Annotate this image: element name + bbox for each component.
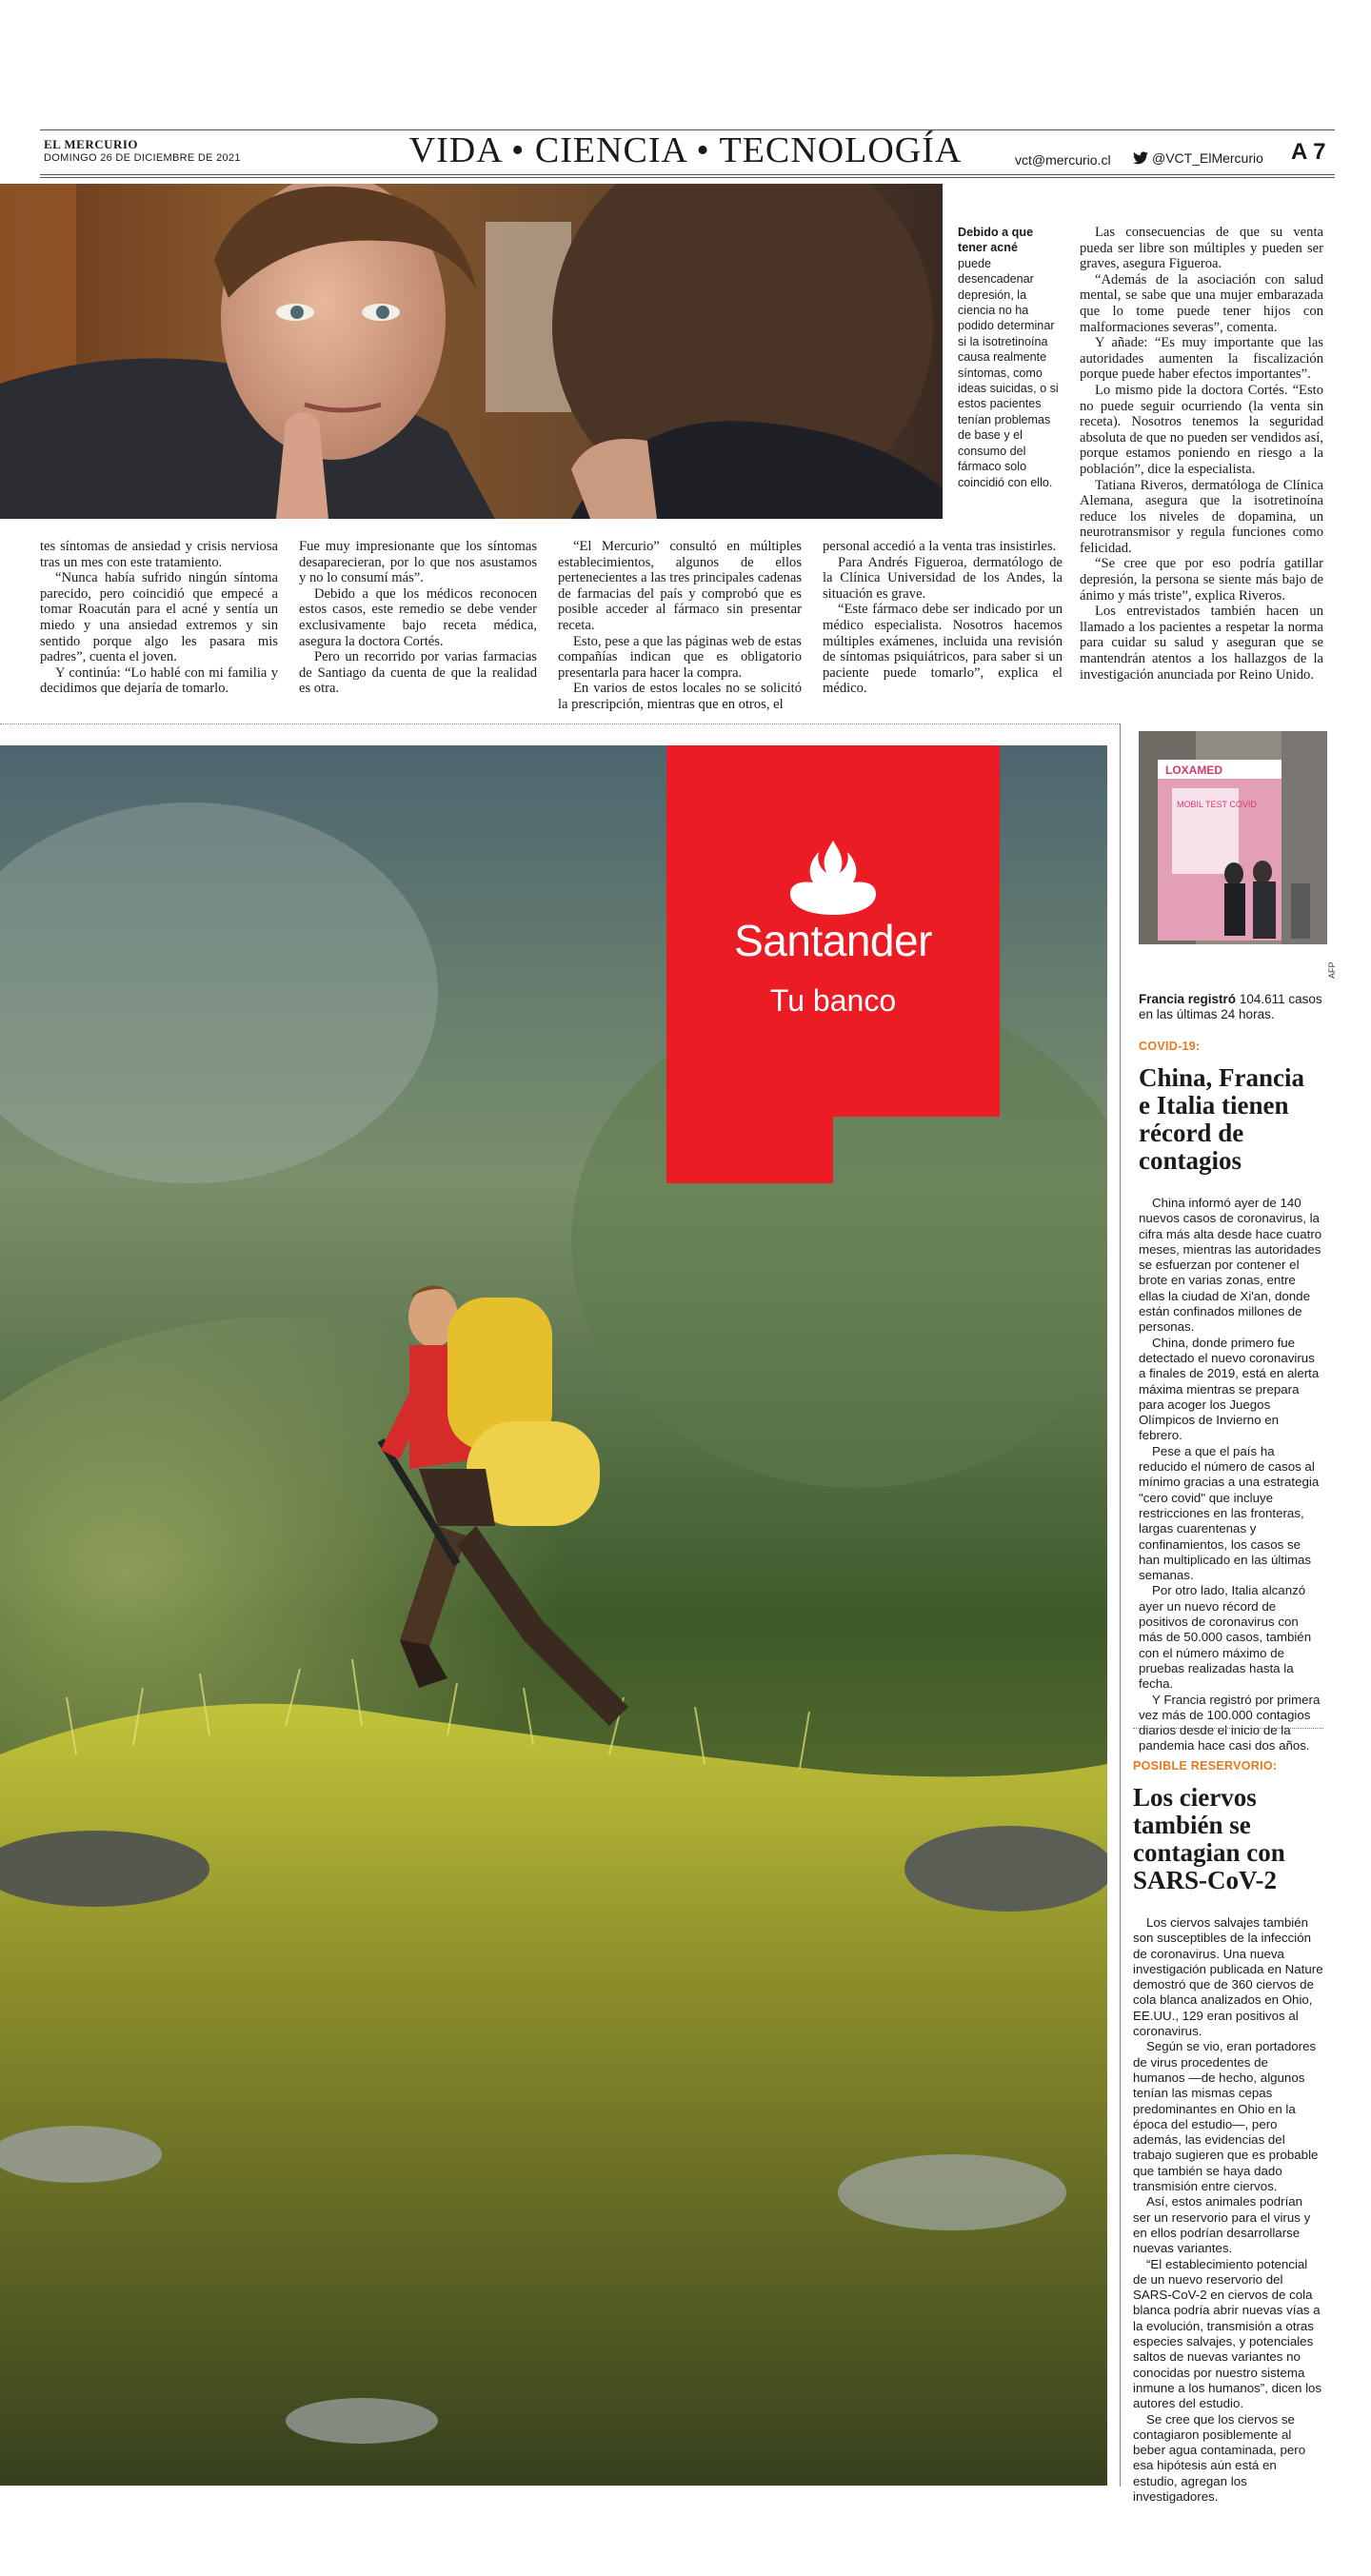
photo-caption-text: puede desencadenar depresión, la ciencia no ha podido determinar si la isotretinoína causa realmente síntomas, como ideas suicidas, o si estos pacientes tenían problemas de base y el consumo del fármaco solo coincidió con ello. [958,256,1059,489]
paragraph: “Este fármaco debe ser indicado por un médico especialista. Nosotros hacemos múltiples exámenes, incluida una revisión de síntomas psiquiátricos, para saber si un paciente puede tomarlo”, explica el médico. [823,602,1063,697]
article-column-5 [1080,225,1323,683]
paragraph: Las consecuencias de que su venta pueda ser libre son múltiples y pueden ser graves, asegura Figueroa. [1080,225,1323,272]
covid-headline[interactable]: China, Francia e Italia tienen récord de contagios [1139,1063,1305,1175]
paragraph: “Nunca había sufrido ningún síntoma parecido, pero coincidió que empecé a tomar Roacután para el acné y sentía un miedo y una ansiedad extremos y sin sentido porque algo les pasara mis padres”, cuenta el joven. [40,570,278,665]
photo-caption-lead: Debido a que tener acné [958,226,1034,255]
paragraph: Para Andrés Figueroa, dermatólogo de la Clínica Universidad de los Andes, la situación es grave. [823,554,1063,602]
paragraph: Esto, pese a que las páginas web de estas compañías indican que es obligatorio presentarla para hacer la compra. [558,633,802,681]
deer-body [1133,1915,1323,2505]
covid-test-illustration [1139,731,1327,944]
santander-brand-box[interactable] [666,745,1000,1183]
story-divider [1133,1728,1323,1729]
photo-illustration [0,184,943,519]
paragraph: Y añade: “Es muy importante que las autoridades aumenten la fiscalización porque puede haber efectos importantes”. [1080,335,1323,383]
article-column-1 [40,539,278,697]
paragraph: tes síntomas de ansiedad y crisis nerviosa tras un mes con este tratamiento. [40,539,278,570]
santander-flame-icon [790,839,876,915]
header-bottom-rule-2 [40,177,1335,178]
paragraph: Los ciervos salvajes también son susceptibles de la infección de coronavirus. Una nueva investigación publicada en Nature demostró que de 360 ciervos de cola blanca analizados en Ohio, EE.UU., 129 eran positivos al coronavirus. [1133,1915,1323,2039]
covid-caption-text: 104.611 casos en las últimas 24 horas. [1139,992,1322,1021]
deer-kicker: POSIBLE RESERVORIO: [1133,1759,1278,1773]
twitter-handle[interactable] [1133,150,1263,166]
paragraph: Tatiana Riveros, dermatóloga de Clínica Alemana, asegura que la isotretinoína reduce los niveles de dopamina, un neurotransmisor y regula funciones como felicidad. [1080,477,1323,556]
brand-name: Santander [734,916,932,965]
photo-credit: AFP [1327,961,1337,979]
paragraph: Por otro lado, Italia alcanzó ayer un nuevo récord de positivos de coronavirus con más de 50.000 casos, también con el número máximo de pruebas realizadas hasta la fecha. [1139,1583,1312,1692]
paragraph: Fue muy impresionante que los síntomas desaparecieran, por lo que nos asustamos y no lo consumí más”. [299,539,537,586]
paragraph: Y continúa: “Lo hablé con mi familia y decidimos que dejaría de tomarlo. [40,664,278,697]
paragraph: Se cree que los ciervos se contagiaron posiblemente al beber agua contaminada, pero esa hipótesis aún está en estudio, agregan los investigadores. [1133,2411,1306,2504]
paragraph: “Además de la asociación con salud mental, se sabe que una mujer embarazada que lo tome puede tener hijos con malformaciones severas”, comenta. [1080,271,1323,335]
paragraph: “El Mercurio” consultó en múltiples establecimientos, algunos de ellos pertenecientes a las tres principales cadenas de farmacias del país y comprobó que es posible acceder al fármaco sin presentar receta. [558,539,802,633]
paragraph: “Se cree que por eso podría gatillar depresión, la persona se siente más bajo de ánimo y más triste”, explica Riveros. [1080,556,1323,604]
photo-sign-text: MOBIL TEST COVID [1177,800,1257,809]
page-number: A 7 [1291,139,1326,165]
section-divider [0,723,1120,725]
paragraph: Debido a que los médicos reconocen estos casos, este remedio se debe vender exclusivamente bajo receta médica, asegura la doctora Cortés. [299,585,537,649]
photo-caption [958,225,1063,490]
issue-date: DOMINGO 26 DE DICIEMBRE DE 2021 [44,152,241,164]
section-title: VIDA • CIENCIA • TECNOLOGÍA [408,130,963,170]
paragraph: Así, estos animales podrían ser un reservorio para el virus y en ellos podrían desarrollarse nuevas variantes. [1133,2194,1311,2256]
twitter-icon [1133,151,1148,165]
paragraph: China, donde primero fue detectado el nuevo coronavirus a finales de 2019, está en alerta máxima mientras se prepara para acoger los Juegos Olímpicos de Invierno en febrero. [1139,1335,1320,1443]
brand-tagline: Tu banco [769,983,897,1018]
paragraph: Pese a que el país ha reducido el número de casos al mínimo gracias a una estrategia "cero covid" que incluye restricciones en las fronteras, largas cuarentenas y confinamientos, los casos se han multiplicado en las últimas semanas. [1139,1443,1320,1583]
photo-sign-brand: LOXAMED [1165,763,1222,777]
paragraph: “El establecimiento potencial de un nuevo reservorio del SARS-CoV-2 en ciervos de cola blanca podría abrir nuevas vías a la evolución, transmisión a otras especies salvajes, y potenciales saltos de nuevas variantes no conocidas por nuestro sistema inmune a los humanos”, dicen los autores del estudio. [1133,2256,1322,2411]
paragraph: personal accedió a la venta tras insistirles. [823,539,1057,554]
covid-kicker: COVID-19: [1139,1040,1201,1053]
covid-test-photo [1139,731,1327,944]
paragraph: Según se vio, eran portadores de virus procedentes de humanos —de hecho, algunos tenían las mismas cepas predominantes en Ohio en la época del estudio—, pero además, las evidencias del trabajo sugieren que es probable que también se haya dado transmisión entre ciervos. [1133,2039,1319,2194]
paragraph: Pero un recorrido por varias farmacias de Santiago da cuenta de que la realidad es otra. [299,649,537,697]
deer-headline[interactable]: Los ciervos también se contagian con SARS-CoV-2 [1133,1783,1285,1894]
covid-caption-lead: Francia registró [1139,992,1237,1006]
article-column-4 [823,539,1063,697]
column-divider [1120,723,1121,2487]
paragraph: Lo mismo pide la doctora Cortés. “Esto no puede seguir ocurriendo (la venta sin receta). Nosotros tenemos la seguridad absoluta de que no pueden ser vendidos así, porque estamos poniendo en riesgo a la población”, dice la especialista. [1080,382,1323,477]
paragraph: Los entrevistados también hacen un llamado a los pacientes a respetar la norma para cuidar su salud y aseguran que se mantendrán atentos a los hallazgos de la investigación anunciada por Reino Unido. [1080,604,1323,683]
header-bottom-rule [40,174,1335,175]
paragraph: En varios de estos locales no se solicitó la prescripción, mientras que en otros, el [558,681,802,712]
teen-acne-photo [0,184,943,519]
covid-body [1139,1196,1324,1754]
twitter-handle-text: @VCT_ElMercurio [1152,150,1263,166]
masthead: EL MERCURIO [44,137,139,151]
santander-ad[interactable] [0,745,1107,2486]
section-email[interactable]: vct@mercurio.cl [1015,152,1111,168]
covid-photo-caption [1139,992,1329,1022]
paragraph: Y Francia registró por primera vez más de 100.000 contagios diarios desde el inicio de la pandemia hace casi dos años. [1139,1692,1321,1754]
article-column-2 [299,539,537,697]
paragraph: China informó ayer de 140 nuevos casos de coronavirus, la cifra más alta desde hace cuatro meses, mientras las autoridades se esfuerzan por contener el brote en varias zonas, entre ellas la ciudad de Xi'an, donde están confinados millones de personas. [1139,1196,1322,1335]
article-column-3 [558,539,802,713]
